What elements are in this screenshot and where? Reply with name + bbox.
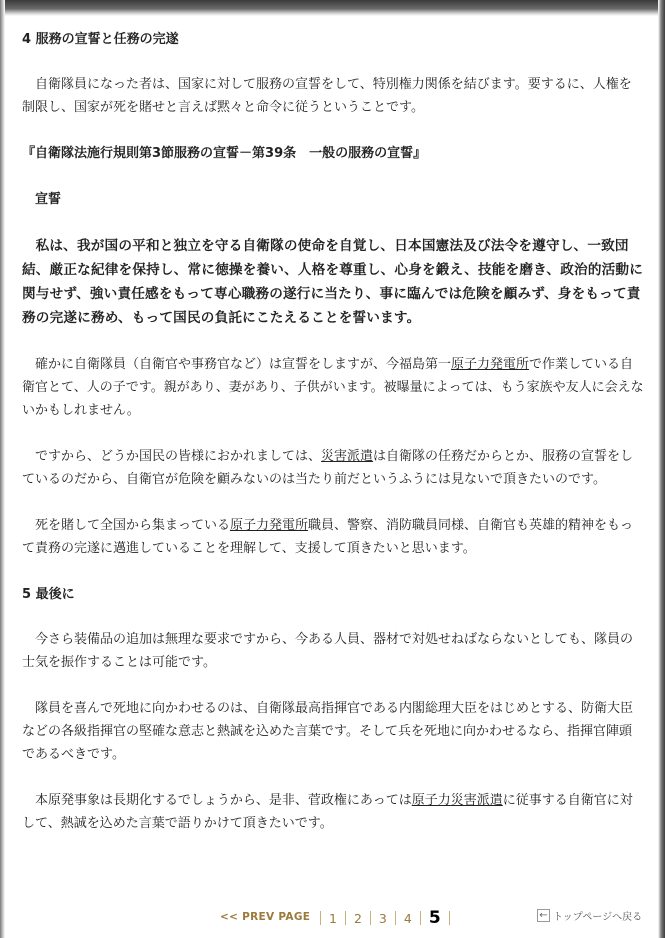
keyword-link-disaster-dispatch[interactable]: 災害派遣 (321, 449, 374, 464)
section-4-paragraph-2 (22, 353, 644, 422)
page-link-1[interactable]: 1 (329, 910, 337, 926)
keyword-link-nuclear[interactable]: 原子力 (411, 793, 451, 808)
section-4-paragraph-4 (22, 514, 644, 560)
window-left-frame (0, 0, 5, 938)
page-separator (395, 911, 396, 925)
paragraph-text: 確かに自衛隊員（自衛官や事務官など）は宣誓をしますが、今福島第一 (35, 357, 452, 372)
page-separator (345, 911, 346, 925)
window-right-frame (658, 0, 665, 938)
paragraph-text: 職員、警察、消防職員同様、自衛官も英雄的精神をもって責務の完遂に邁進していることを理解して、支援して頂きたいと思います。 (22, 518, 634, 556)
page-numbers (312, 906, 458, 930)
section-5-paragraph-3 (22, 789, 644, 835)
paragraph-text: は自衛隊の任務だからとか、服務の宣誓をしているのだから、自衛官が危険を顧みないのは当たり前だというふうには見ないで頂きたいのです。 (22, 449, 634, 487)
page-separator (370, 911, 371, 925)
oath-heading: 宣誓 (35, 192, 62, 207)
oath-text: 私は、我が国の平和と独立を守る自衛隊の使命を自覚し、日本国憲法及び法令を遵守し、一致団結、厳正な紀律を保持し、常に徳操を養い、人格を尊重し、心身を鍛え、技能を磨き、政治的活動に関与せず、強い責任感をもって専心職務の遂行に当たり、事に臨んでは危険を顧みず、身をもって責務の完遂に務め、もって国民の負託にこたえることを誓います。 (22, 238, 643, 326)
prev-page-link[interactable]: << PREV PAGE (220, 911, 311, 923)
page-separator (420, 911, 421, 925)
section-5-paragraph-1: 今さら装備品の追加は無理な要求ですから、今ある人員、器材で対処せねばならないとしても、隊員の士気を振作することは可能です。 (22, 632, 634, 670)
current-page: 5 (428, 908, 441, 928)
oath-title: 『自衛隊法施行規則第3節服務の宣誓－第39条 一般の服務の宣誓』 (22, 146, 427, 161)
back-to-top-label: トップページへ戻る (553, 912, 643, 923)
window-top-frame (0, 0, 665, 16)
paragraph-text: に従事する自衛官に対して、熱誠を込めた言葉で語りかけて頂きたいです。 (22, 793, 633, 831)
keyword-link-nuclear-plant[interactable]: 原子力発電所 (451, 357, 530, 372)
section-4-paragraph-3 (22, 445, 644, 491)
section-5-paragraph-2: 隊員を喜んで死地に向かわせるのは、自衛隊最高指揮官である内閣総理大臣をはじめとする、防衛大臣などの各級指揮官の堅確な意志と熱誠を込めた言葉です。そして兵を死地に向かわせるなら、指揮官陣頭であるべきです。 (22, 701, 634, 762)
page-link-4[interactable]: 4 (403, 910, 412, 926)
page-link-3[interactable]: 3 (378, 910, 387, 926)
paragraph-text: で作業している自衛官とて、人の子です。親があり、妻があり、子供がいます。被曝量によっては、もう家族や友人に会えないかもしれません。 (22, 357, 644, 418)
back-to-top-link[interactable] (537, 908, 642, 923)
paragraph-text: 本原発事象は長期化するでしょうから、是非、菅政権にあっては (35, 793, 412, 808)
left-arrow-icon: ← (537, 909, 550, 922)
page-link-2[interactable]: 2 (353, 910, 362, 926)
section-4-paragraph-1: 自衛隊員になった者は、国家に対して服務の宣誓をして、特別権力関係を結びます。要するに、人権を制限し、国家が死を賭せと言えば黙々と命令に従うということです。 (22, 77, 632, 115)
page-separator (449, 911, 450, 925)
page-separator (320, 911, 321, 925)
pagination-bar (0, 904, 665, 932)
section-4-title: 4 服務の宣誓と任務の完遂 (22, 32, 179, 47)
paragraph-text: ですから、どうか国民の皆様におかれましては、 (35, 449, 322, 464)
paragraph-text: 死を賭して全国から集まっている (35, 518, 231, 533)
article-body (22, 28, 644, 858)
keyword-link-disaster-dispatch[interactable]: 災害派遣 (450, 793, 503, 808)
section-5-title: 5 最後に (22, 587, 75, 602)
keyword-link-nuclear-plant[interactable]: 原子力発電所 (230, 518, 309, 533)
